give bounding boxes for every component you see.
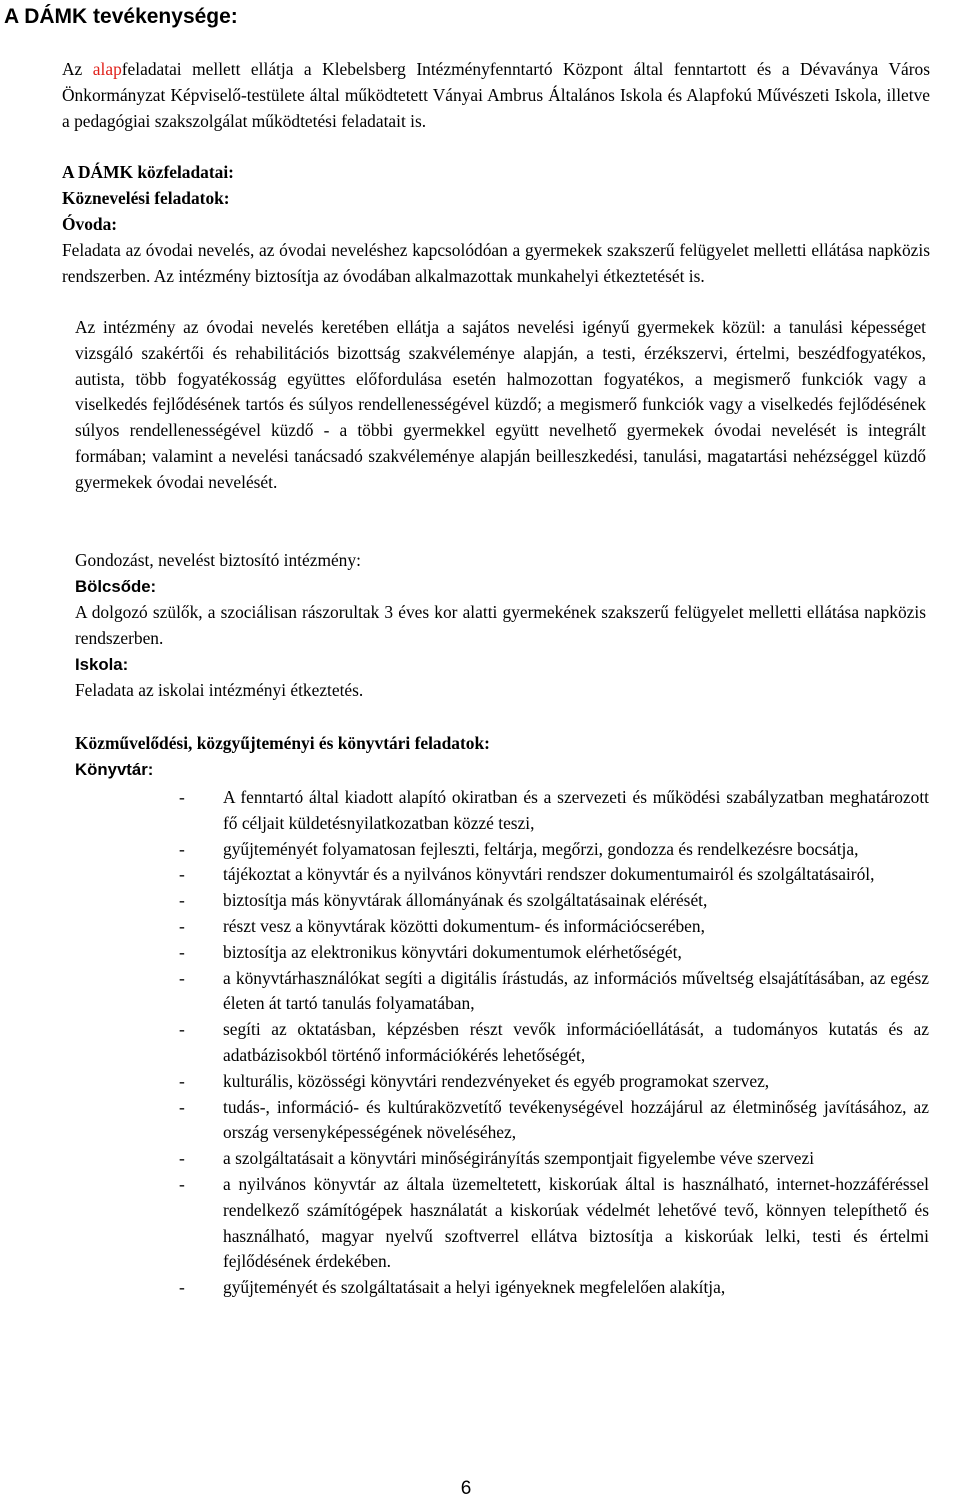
page-heading: A DÁMK tevékenysége: (4, 5, 238, 28)
bullet-dash: - (179, 1173, 185, 1194)
intro-prefix: Az (62, 59, 93, 79)
ovoda-paragraph: Feladata az óvodai nevelés, az óvodai neveléshez kapcsolódóan a gyermekek szakszerű felügyelet melletti ellátása napközis rendszerben. Az intézmény biztosítja az óvodában alkalmazottak munkahelyi étkeztetését is. (62, 240, 930, 286)
kozfeladatai-title: A DÁMK közfeladatai: (62, 162, 234, 182)
bullet-dash: - (179, 787, 185, 807)
list-item (179, 785, 929, 837)
koznevelesi-title: Köznevelési feladatok: (62, 188, 230, 208)
bullet-dash: - (179, 890, 185, 911)
bullet-dash: - (179, 1148, 185, 1169)
bullet-dash: - (179, 1070, 185, 1091)
bolcsode-paragraph: A dolgozó szülők, a szociálisan rászorultak 3 éves kor alatti gyermekének szakszerű felügyelet melletti ellátása napközis rendszerben. (75, 602, 926, 648)
list-item (179, 1275, 929, 1301)
intro-paragraph (62, 57, 930, 134)
ovoda-title: Óvoda: (62, 214, 118, 234)
list-item-text: segíti az oktatásban, képzésben részt vevők információellátását, a tudományos kutatás és az adatbázisokból történő információkérés lehetőségét, (223, 1019, 929, 1065)
list-item-text: a szolgáltatásait a könyvtári minőségirányítás szempontjait figyelembe véve szervezi (223, 1148, 815, 1169)
list-item-text: A fenntartó által kiadott alapító okiratban és a szervezeti és működési szabályzatban meghatározott fő céljait küldetésnyilatkozatban közzé teszi, (223, 787, 929, 833)
list-item (179, 837, 929, 863)
bullet-dash: - (179, 915, 185, 936)
list-item-text: a könyvtárhasználókat segíti a digitális írástudás, az információs műveltség elsajátításában, az egész életen át tartó tanulás folyamatában, (223, 967, 929, 1014)
list-item (179, 1069, 929, 1095)
list-item-text: részt vesz a könyvtárak közötti dokumentum- és információcserében, (223, 915, 705, 936)
konyvtar-title: Könyvtár: (75, 760, 154, 779)
bullet-dash: - (179, 864, 185, 885)
kozmuvelodesi-title: Közművelődési, közgyűjteményi és könyvtári feladatok: (75, 733, 490, 753)
page-number: 6 (460, 1478, 472, 1499)
list-item (179, 940, 929, 966)
list-item-text: biztosítja más könyvtárak állományának és szolgáltatásainak elérését, (223, 890, 708, 911)
sni-paragraph: Az intézmény az óvodai nevelés keretében ellátja a sajátos nevelési igényű gyermekek közül: a tanulási képességet vizsgáló szakértői és rehabilitációs bizottság szakvéleménye alapján, a testi, érzékszervi, értelmi, beszédfogyatékos, autista, több fogyatékosság együttes előfordulása esetén halmozottan fogyatékos, a megismerő funkciók vagy a viselkedés fejlődésének tartós és súlyos rendellenességével küzdő; a megismerő funkciók vagy a viselkedés fejlődésének súlyos rendellenességével küzdő - a többi gyermekkel együtt nevelhető gyermekek óvodai nevelését is integrált formában; valamint a nevelési tanácsadó szakvéleménye alapján beilleszkedési, tanulási, magatartási nehézséggel küzdő gyermekek óvodai nevelését. (75, 317, 926, 492)
list-item (179, 888, 929, 914)
bullet-dash: - (179, 1277, 185, 1298)
bullet-dash: - (179, 967, 185, 988)
bullet-dash: - (179, 1096, 185, 1117)
list-item-text: a nyilvános könyvtár az általa üzemeltetett, kiskorúak által is használható, internet-hozzáféréssel rendelkező számítógépek használatát a kiskorúak védelmét lehetővé tevő, könnyen telepíthető és használható, magyar nyelvű szoftverrel ellátva biztosítja a kiskorúak lelki, testi és értelmi fejlődésének érdekében. (223, 1173, 929, 1272)
list-item (179, 862, 929, 888)
list-item (179, 1146, 929, 1172)
list-item-text: tudás-, információ- és kultúraközvetítő tevékenységével hozzájárul az életminőség javításához, az ország versenyképességének növeléséhez, (223, 1096, 929, 1143)
gondozas-title: Gondozást, nevelést biztosító intézmény: (75, 550, 361, 570)
list-item (179, 1172, 929, 1275)
list-item (179, 1095, 929, 1147)
bullet-dash: - (179, 838, 185, 859)
list-item-text: tájékoztat a könyvtár és a nyilvános könyvtári rendszer dokumentumairól és szolgáltatásairól, (223, 864, 875, 885)
list-item-text: biztosítja az elektronikus könyvtári dokumentumok elérhetőségét, (223, 941, 682, 962)
bullet-dash: - (179, 941, 185, 962)
bolcsode-title: Bölcsőde: (75, 577, 157, 596)
list-item (179, 1017, 929, 1069)
bullet-dash: - (179, 1019, 185, 1040)
intro-rest: feladatai mellett ellátja a Klebelsberg Intézményfenntartó Központ által fenntartott és a Dévaványa Város Önkormányzat Képviselő-testülete által működtetett Ványai Ambrus Általános Iskola és Alapfokú Művészeti Iskola, illetve a pedagógiai szakszolgálat működtetési feladatait is. (62, 59, 930, 131)
intro-highlight: alap (92, 59, 122, 79)
list-item (179, 966, 929, 1018)
list-item-text: kulturális, közösségi könyvtári rendezvényeket és egyéb programokat szervez, (223, 1070, 770, 1091)
konyvtar-list (179, 785, 929, 1301)
list-item-text: gyűjteményét és szolgáltatásait a helyi igényeknek megfelelően alakítja, (223, 1277, 726, 1298)
iskola-title: Iskola: (75, 655, 129, 674)
list-item-text: gyűjteményét folyamatosan fejleszti, feltárja, megőrzi, gondozza és rendelkezésre bocsátja, (223, 838, 859, 859)
list-item (179, 914, 929, 940)
iskola-paragraph: Feladata az iskolai intézményi étkeztetés. (75, 680, 364, 700)
